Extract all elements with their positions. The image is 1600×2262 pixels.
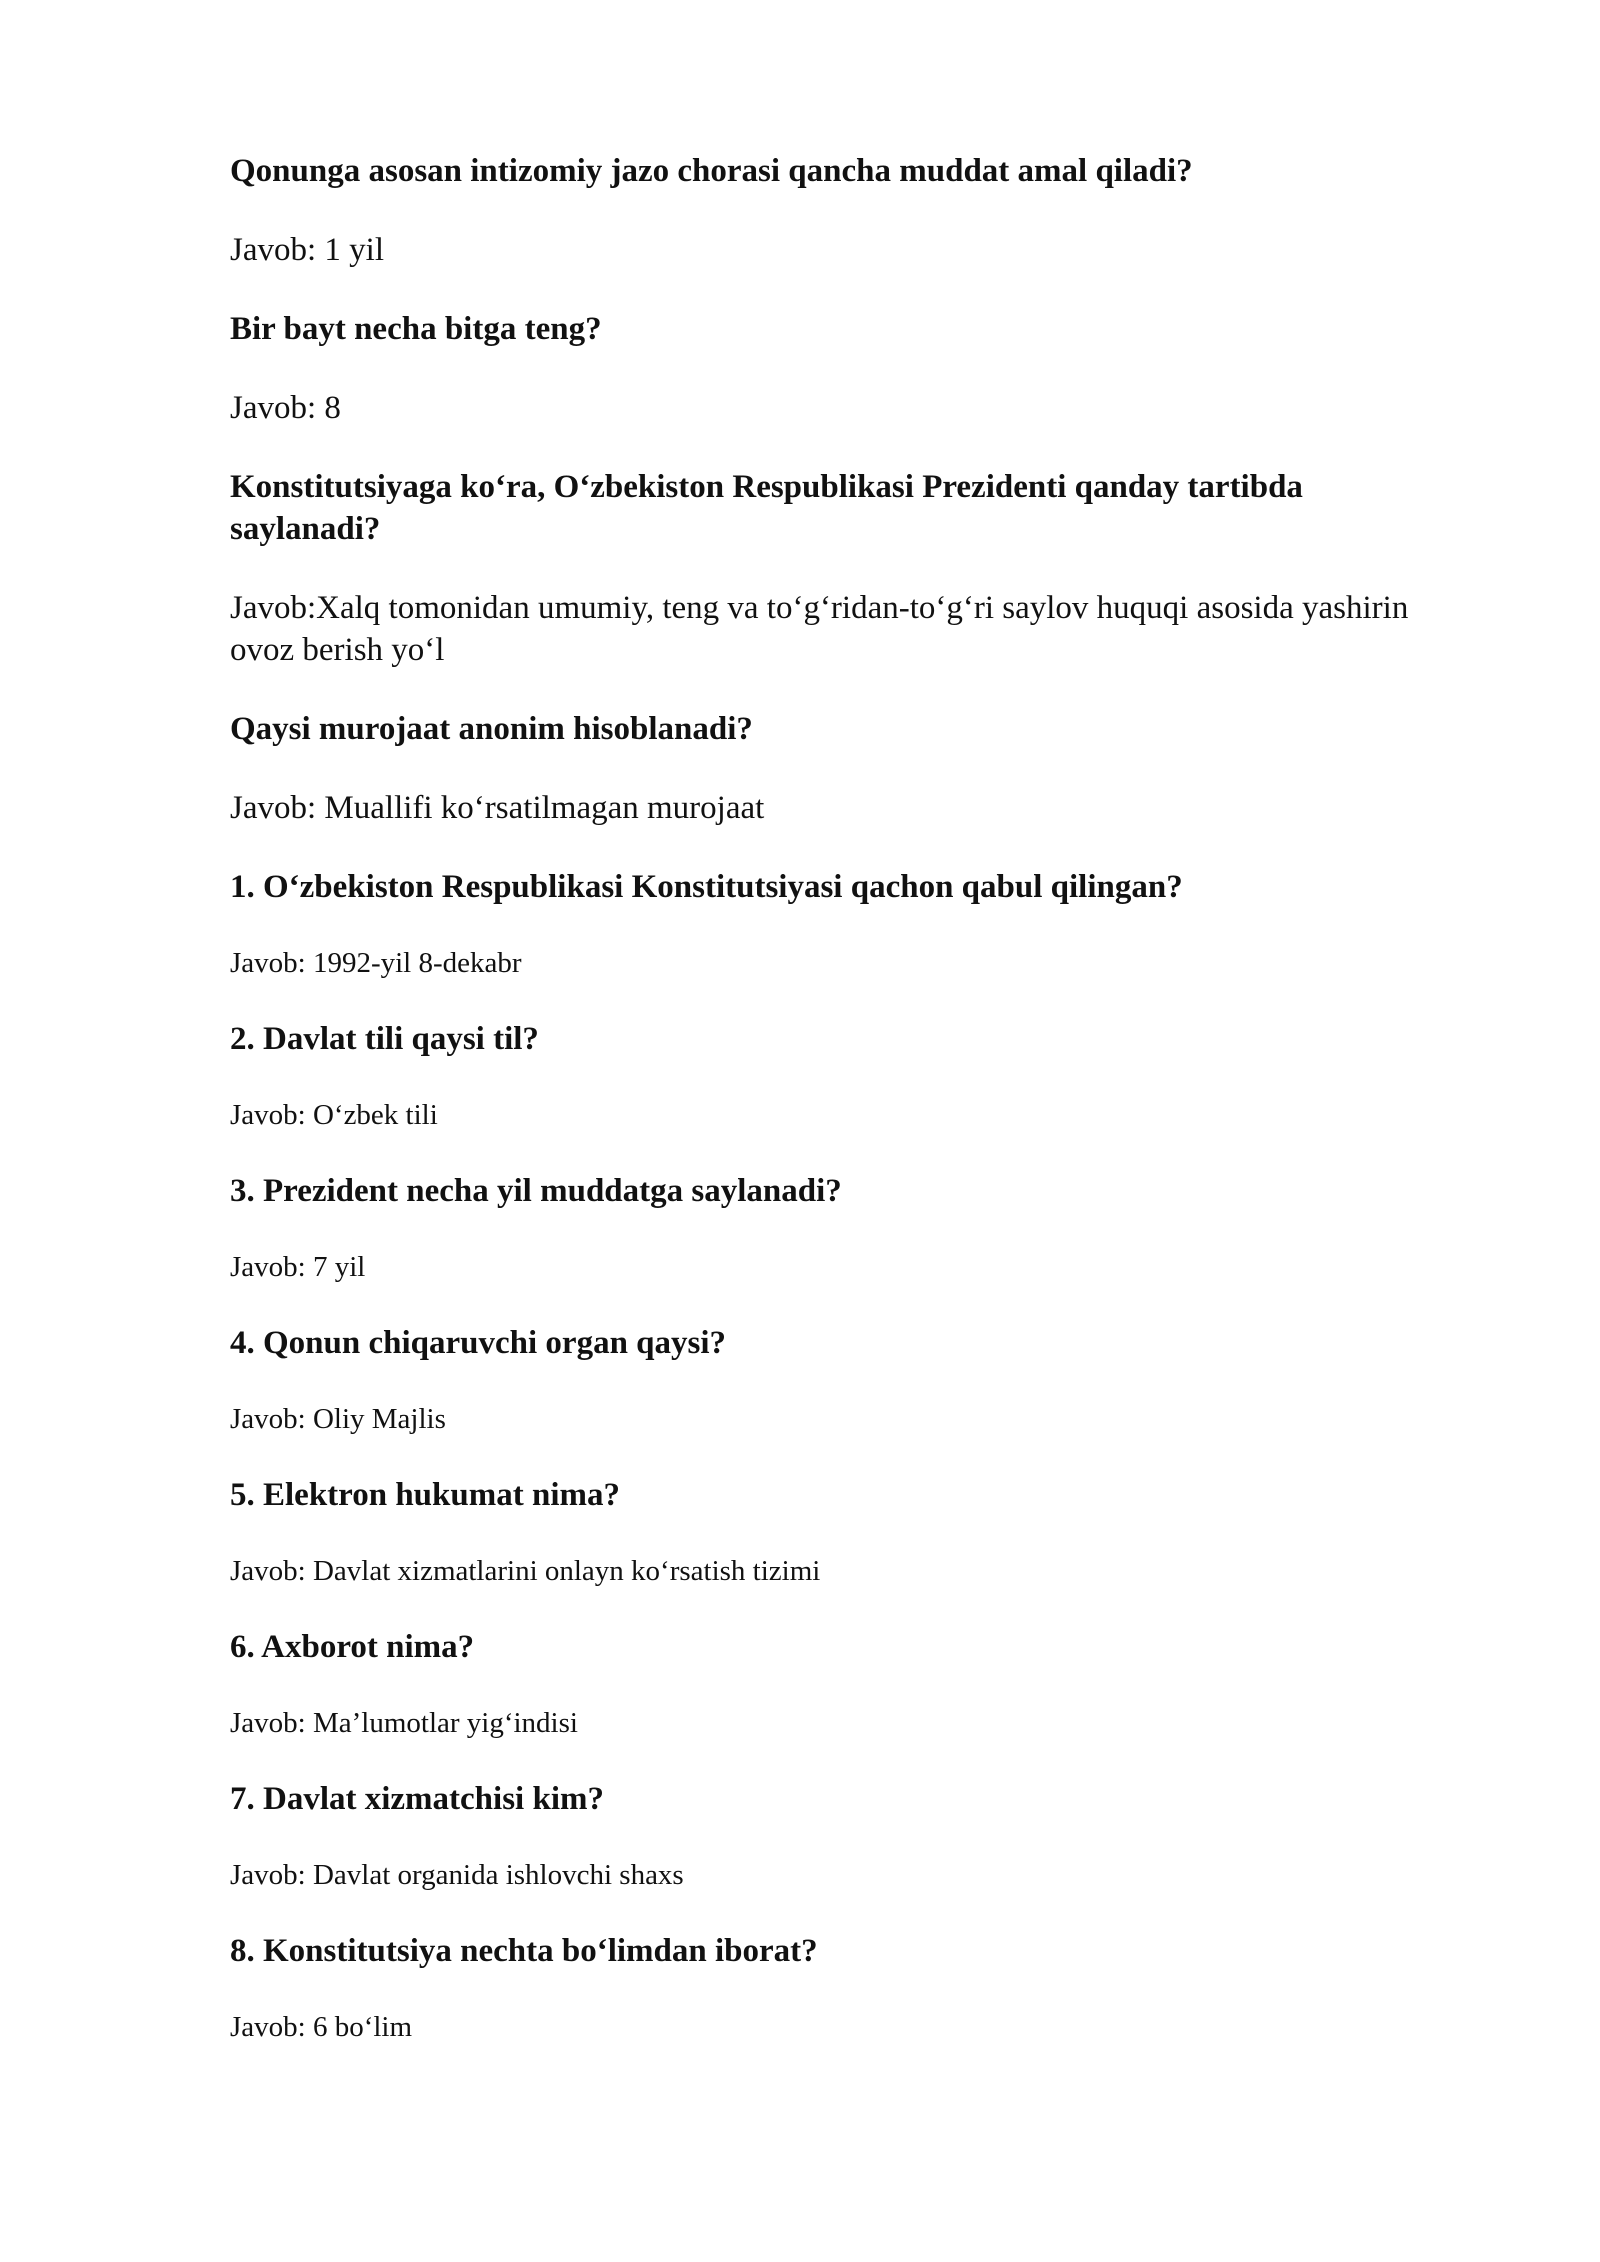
question-text: 3. Prezident necha yil muddatga saylanadi? [230, 1173, 842, 1209]
question-text: 5. Elektron hukumat nima? [230, 1477, 620, 1513]
answer-text: Javob: Muallifi ko‘rsatilmagan murojaat [230, 790, 765, 826]
answer-text: Javob: 1992-yil 8-dekabr [230, 947, 522, 979]
answer-text: Javob: 1 yil [230, 232, 384, 268]
qa-item-4 [230, 708, 1420, 829]
qa-item-1 [230, 150, 1420, 271]
answer-text: Javob: Ma’lumotlar yig‘indisi [230, 1707, 578, 1739]
answer-text: Javob: Davlat xizmatlarini onlayn ko‘rsatish tizimi [230, 1555, 821, 1587]
question-text: Qaysi murojaat anonim hisoblanadi? [230, 711, 753, 747]
answer-text: Javob: 6 bo‘lim [230, 2011, 413, 2043]
answer-text: Javob: 7 yil [230, 1251, 366, 1283]
answer-text: Javob: Oliy Majlis [230, 1403, 446, 1435]
question-text: Konstitutsiyaga ko‘ra, O‘zbekiston Respublikasi Prezidenti qanday tartibda saylanadi? [230, 469, 1303, 547]
question-text: 6. Axborot nima? [230, 1629, 475, 1665]
question-text: 4. Qonun chiqaruvchi organ qaysi? [230, 1325, 727, 1361]
question-text: 8. Konstitutsiya nechta bo‘limdan iborat? [230, 1933, 818, 1969]
qa-item-2 [230, 308, 1420, 429]
qa-item-3 [230, 466, 1420, 671]
qa-item-10 [230, 1626, 1420, 1744]
question-text: Bir bayt necha bitga teng? [230, 311, 602, 347]
answer-text: Javob: Davlat organida ishlovchi shaxs [230, 1859, 684, 1891]
question-text: 1. O‘zbekiston Respublikasi Konstitutsiyasi qachon qabul qilingan? [230, 869, 1183, 905]
qa-item-5 [230, 866, 1420, 984]
answer-text: Javob:Xalq tomonidan umumiy, teng va to‘g‘ridan-to‘g‘ri saylov huquqi asosida yashirin ovoz berish yo‘l [230, 590, 1409, 668]
qa-item-11 [230, 1778, 1420, 1896]
qa-item-7 [230, 1170, 1420, 1288]
question-text: 2. Davlat tili qaysi til? [230, 1021, 539, 1057]
qa-item-8 [230, 1322, 1420, 1440]
answer-text: Javob: 8 [230, 390, 341, 426]
qa-item-9 [230, 1474, 1420, 1592]
qa-item-6 [230, 1018, 1420, 1136]
qa-item-12 [230, 1930, 1420, 2048]
answer-text: Javob: O‘zbek tili [230, 1099, 438, 1131]
question-text: 7. Davlat xizmatchisi kim? [230, 1781, 604, 1817]
question-text: Qonunga asosan intizomiy jazo chorasi qancha muddat amal qiladi? [230, 153, 1193, 189]
